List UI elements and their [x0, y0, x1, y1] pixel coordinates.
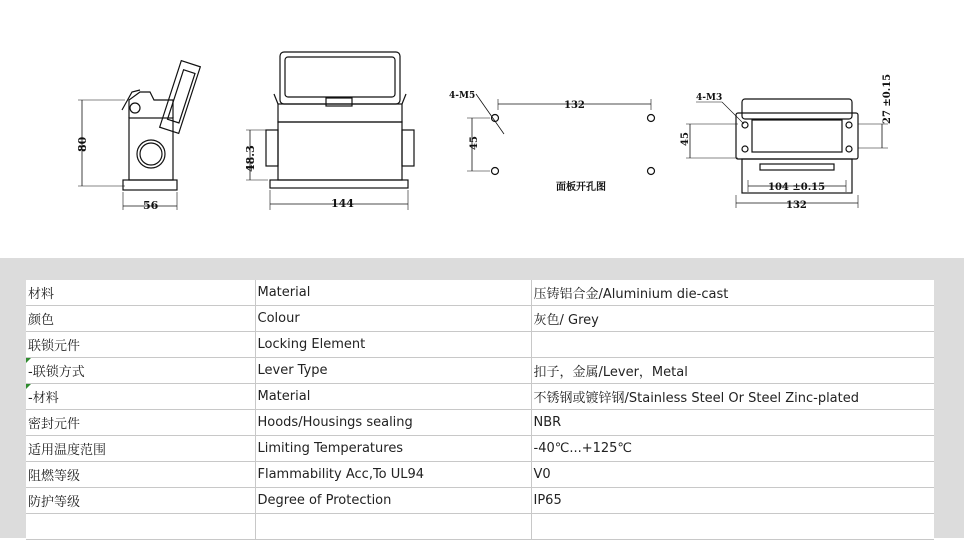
spec-value: NBR [531, 410, 934, 436]
spec-value: 压铸铝合金/Aluminium die-cast [531, 280, 934, 306]
spec-table-area [0, 258, 964, 538]
bottom-inner-width-label: 104 ±0.15 [768, 182, 826, 193]
spec-value: V0 [531, 462, 934, 488]
technical-drawing [0, 0, 964, 258]
table-row [26, 384, 934, 410]
en-label: Hoods/Housings sealing [255, 410, 531, 436]
bottom-width-label: 132 [786, 200, 807, 211]
table-row [26, 410, 934, 436]
table-row [26, 462, 934, 488]
cutout-holes-label: 4-M5 [449, 91, 476, 101]
cn-label: -联锁方式 [26, 358, 255, 384]
en-label: Colour [255, 306, 531, 332]
en-label: Material [255, 280, 531, 306]
spec-value: -40℃...+125℃ [531, 436, 934, 462]
table-row [26, 514, 934, 540]
front-width-label: 144 [331, 197, 354, 210]
spec-value [531, 332, 934, 358]
spec-value [531, 514, 934, 540]
en-label [255, 514, 531, 540]
spec-value: IP65 [531, 488, 934, 514]
side-height-label: 80 [76, 136, 89, 152]
bottom-inner-height-label: 27 ±0.15 [882, 73, 893, 124]
cn-label: -材料 [26, 384, 255, 410]
cn-label: 适用温度范围 [26, 436, 255, 462]
cn-label: 防护等级 [26, 488, 255, 514]
cn-label: 颜色 [26, 306, 255, 332]
spec-value: 扣子，金属/Lever，Metal [531, 358, 934, 384]
bottom-height-label: 45 [680, 132, 691, 146]
cn-label: 材料 [26, 280, 255, 306]
bottom-holes-label: 4-M3 [696, 93, 723, 103]
table-row [26, 306, 934, 332]
cn-label [26, 514, 255, 540]
cn-label: 联锁元件 [26, 332, 255, 358]
side-view [78, 61, 200, 210]
table-row [26, 358, 934, 384]
table-row [26, 436, 934, 462]
en-label: Material [255, 384, 531, 410]
front-view [246, 52, 414, 210]
table-row [26, 488, 934, 514]
spec-value: 不锈钢或镀锌钢/Stainless Steel Or Steel Zinc-plated [531, 384, 934, 410]
en-label: Flammability Acc,To UL94 [255, 462, 531, 488]
table-row [26, 332, 934, 358]
en-label: Locking Element [255, 332, 531, 358]
cutout-spacing-x-label: 132 [564, 100, 585, 111]
cutout-title: 面板开孔图 [556, 182, 606, 193]
cutout-spacing-y-label: 45 [469, 136, 480, 150]
en-label: Limiting Temperatures [255, 436, 531, 462]
side-width-label: 56 [143, 199, 159, 212]
cn-label: 阻燃等级 [26, 462, 255, 488]
front-height-label: 48.3 [244, 145, 257, 172]
en-label: Degree of Protection [255, 488, 531, 514]
panel-cutout [467, 94, 655, 175]
cn-label: 密封元件 [26, 410, 255, 436]
table-row [26, 280, 934, 306]
spec-value: 灰色/ Grey [531, 306, 934, 332]
spec-table [26, 280, 934, 540]
en-label: Lever Type [255, 358, 531, 384]
